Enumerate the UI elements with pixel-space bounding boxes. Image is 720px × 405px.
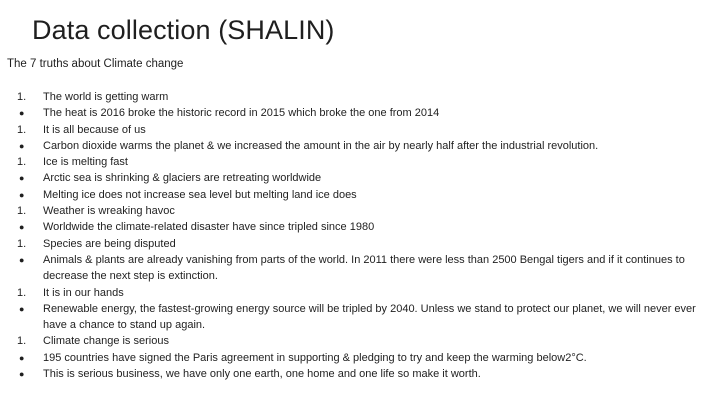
slide-title: Data collection (SHALIN) (32, 15, 335, 45)
list-number: 1. (17, 156, 27, 169)
list-item-text: Worldwide the climate-related disaster have since tripled since 1980 (43, 221, 375, 234)
list-item (14, 187, 704, 203)
list-item (14, 333, 704, 349)
list-item (14, 285, 704, 301)
list-item (14, 236, 704, 252)
list-item-text: Melting ice does not increase sea level but melting land ice does (43, 188, 357, 201)
bullet-icon: ● (19, 189, 25, 200)
list-item (14, 138, 704, 154)
list-item (14, 252, 704, 285)
list-item-text: This is serious business, we have only one earth, one home and one life so make it worth. (43, 368, 481, 381)
list-item-text: Species are being disputed (43, 237, 176, 250)
list-item (14, 122, 704, 138)
list-item-text: Ice is melting fast (43, 156, 128, 169)
bullet-icon: ● (19, 108, 25, 119)
bullet-icon: ● (19, 352, 25, 363)
list-item-text: Climate change is serious (43, 335, 169, 348)
bullet-icon: ● (19, 222, 25, 233)
list-number: 1. (17, 123, 27, 136)
list-number: 1. (17, 335, 27, 348)
list-item-text: Carbon dioxide warms the planet & we increased the amount in the air by nearly half after the industrial revolution. (43, 139, 599, 152)
list-item (14, 89, 704, 105)
list-item (14, 203, 704, 219)
list-item-text: The world is getting warm (43, 91, 169, 103)
bullet-icon: ● (19, 369, 25, 380)
bullet-icon: ● (19, 140, 25, 151)
list-item (14, 301, 704, 334)
list-item-text: It is all because of us (43, 123, 146, 136)
list-item-text: Weather is wreaking havoc (43, 205, 175, 218)
list-item-text: Renewable energy, the fastest-growing energy source will be tripled by 2040. Unless we stand to protect our planet, we will never ever have a chance to stand up again. (43, 302, 696, 332)
list-item-text: It is in our hands (43, 286, 124, 299)
list-number: 1. (17, 286, 27, 299)
list-item (14, 170, 704, 186)
truths-list (14, 89, 704, 382)
list-number: 1. (17, 91, 27, 103)
list-number: 1. (17, 237, 27, 250)
list-item-text: Arctic sea is shrinking & glaciers are retreating worldwide (43, 172, 322, 185)
bullet-icon: ● (19, 173, 25, 184)
bullet-icon: ● (19, 303, 25, 314)
list-item (14, 154, 704, 170)
list-item (14, 366, 704, 382)
slide-subtitle: The 7 truths about Climate change (7, 58, 184, 70)
list-item (14, 219, 704, 235)
list-item-text: 195 countries have signed the Paris agreement in supporting & pledging to try and keep the warming below2°C. (43, 351, 587, 364)
list-item-text: The heat is 2016 broke the historic record in 2015 which broke the one from 2014 (43, 107, 440, 120)
list-number: 1. (17, 205, 27, 218)
list-item-text: Animals & plants are already vanishing from parts of the world. In 2011 there were less than 2500 Bengal tigers and if it continues to decrease the next step is extinction. (43, 253, 685, 283)
bullet-icon: ● (19, 254, 25, 265)
list-item (14, 105, 704, 121)
list-item (14, 350, 704, 366)
